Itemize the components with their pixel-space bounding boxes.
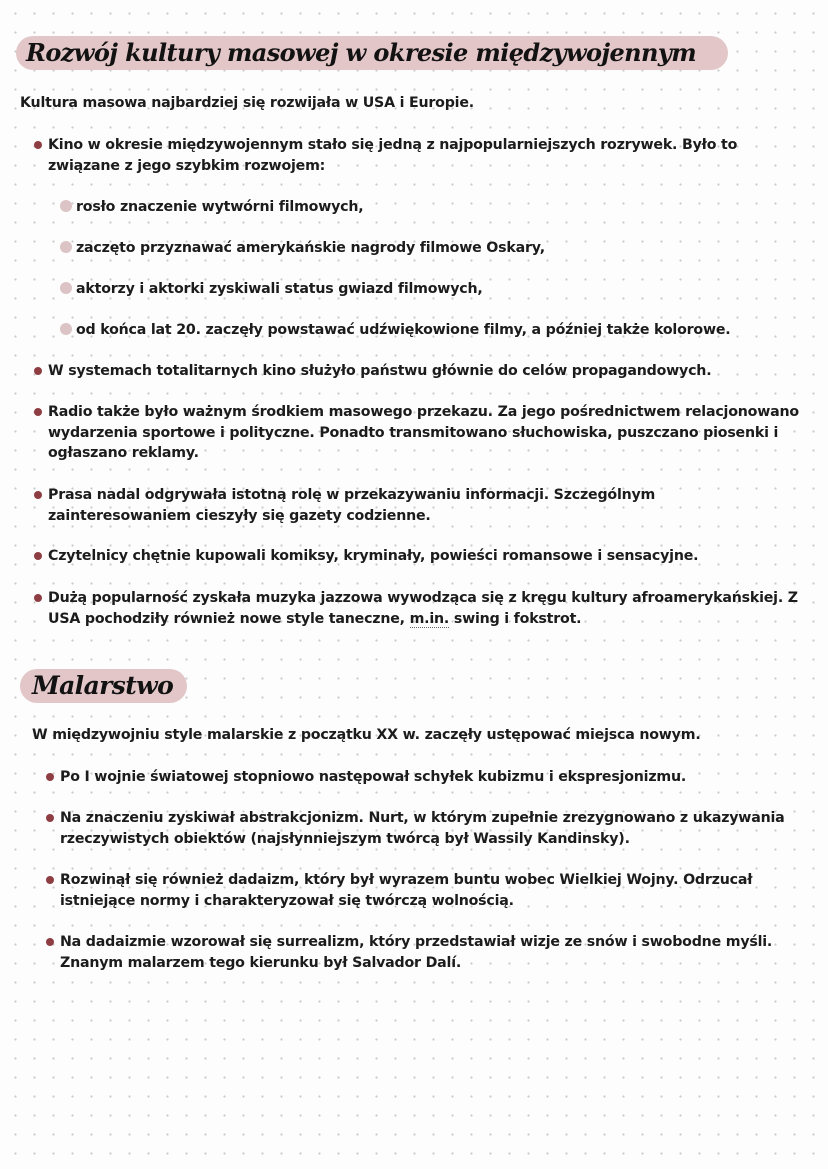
sub-bullet-icon (60, 241, 72, 253)
bullet-icon (46, 938, 54, 946)
list-item-music (48, 588, 808, 629)
list-item-text: Na dadaizmie wzorował się surrealizm, który przedstawiał wizje ze snów i swobodne myśli. Znanym malarzem tego kierunku był Salvador Dalí. (60, 934, 773, 971)
sub-bullet-icon (60, 200, 72, 212)
list-item (60, 808, 808, 849)
list-item (60, 870, 780, 911)
sublist-item (76, 197, 363, 217)
sub-bullet-icon (60, 282, 72, 294)
list-item-text: Po I wojnie światowej stopniowo następował schyłek kubizmu i ekspresjonizmu. (60, 769, 687, 785)
section-title-painting: Malarstwo (20, 669, 187, 703)
list-item (48, 485, 688, 526)
sublist-item (76, 279, 483, 299)
list-item (48, 361, 808, 382)
list-item-text: swing i fokstrot. (449, 610, 582, 627)
bullet-icon (46, 876, 54, 884)
bullet-icon (34, 408, 42, 416)
bullet-icon (34, 367, 42, 375)
section1-intro: Kultura masowa najbardziej się rozwijała w USA i Europie. (20, 95, 474, 111)
sublist-item-text: zaczęto przyznawać amerykańskie nagrody filmowe Oskary, (76, 240, 545, 256)
section2-intro: W międzywojniu style malarskie z początku XX w. zaczęły ustępować miejsca nowym. (32, 727, 701, 743)
list-item-cinema (48, 135, 788, 176)
bullet-icon (34, 552, 42, 560)
list-item (48, 402, 804, 464)
bullet-icon (34, 594, 42, 602)
list-item-text: Dużą popularność zyskała muzyka jazzowa wywodząca się z kręgu kultury afroamerykańskiej. Z USA pochodziły również nowe style taneczne, (48, 590, 798, 627)
sublist-item-text: od końca lat 20. zaczęły powstawać udźwiękowione filmy, a później także kolorowe. (76, 322, 731, 338)
list-item (60, 932, 800, 973)
abbreviation: m.in. (409, 610, 450, 627)
sublist-item-text: aktorzy i aktorki zyskiwali status gwiazd filmowych, (76, 281, 483, 297)
bullet-icon (34, 491, 42, 499)
list-item-text: Radio także było ważnym środkiem masowego przekazu. Za jego pośrednictwem relacjonowano wydarzenia sportowe i polityczne. Ponadto transmitowano słuchowiska, puszczano piosenki i ogłaszano reklamy. (48, 404, 799, 461)
list-item-text: W systemach totalitarnych kino służyło państwu głównie do celów propagandowych. (48, 363, 712, 379)
sublist-item (76, 238, 545, 258)
list-item-text: Na znaczeniu zyskiwał abstrakcjonizm. Nurt, w którym zupełnie zrezygnowano z ukazywania rzeczywistych obiektów (najsłynniejszym twórcą był Wassily Kandinsky). (60, 810, 785, 847)
list-item-text: Prasa nadal odgrywała istotną rolę w przekazywaniu informacji. Szczególnym zainteresowaniem cieszyły się gazety codzienne. (48, 487, 656, 524)
sub-bullet-icon (60, 323, 72, 335)
list-item (48, 546, 808, 567)
list-item-text: Kino w okresie międzywojennym stało się jedną z najpopularniejszych rozrywek. Było to związane z jego szybkim rozwojem: (48, 137, 738, 174)
sublist-item-text: rosło znaczenie wytwórni filmowych, (76, 199, 364, 215)
list-item-text: Czytelnicy chętnie kupowali komiksy, kryminały, powieści romansowe i sensacyjne. (48, 548, 699, 564)
list-item-text: Rozwinął się również dadaizm, który był wyrazem buntu wobec Wielkiej Wojny. Odrzucał istniejące normy i charakteryzował się twórczą wolnością. (60, 872, 753, 909)
list-item (60, 767, 800, 788)
bullet-icon (46, 814, 54, 822)
bullet-icon (34, 141, 42, 149)
sublist-item (76, 320, 731, 340)
bullet-icon (46, 773, 54, 781)
section-title-mass-culture: Rozwój kultury masowej w okresie międzywojennym (16, 36, 728, 70)
